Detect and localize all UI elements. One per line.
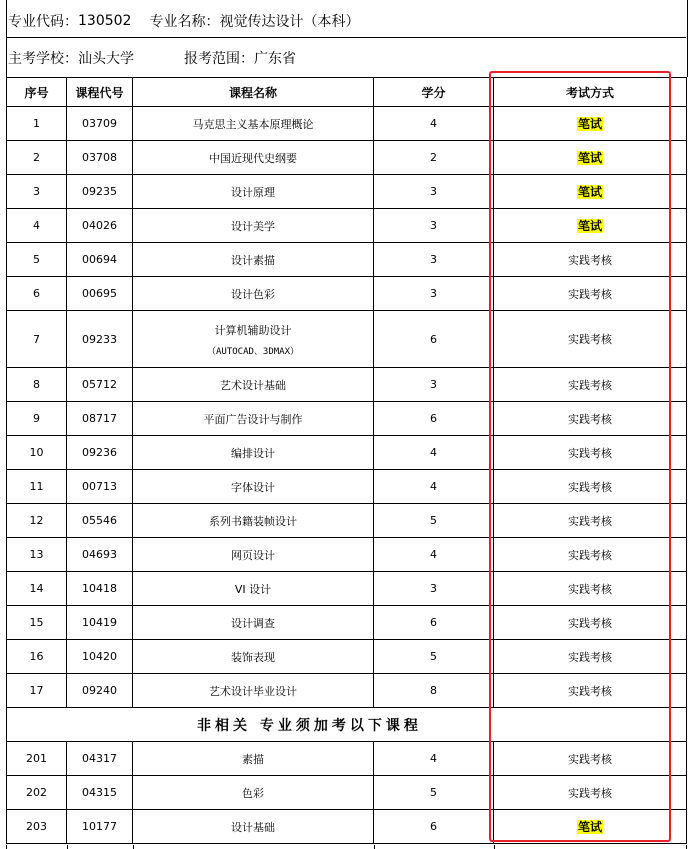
course-code-cell — [67, 311, 133, 368]
course-name: 设计美学 — [231, 219, 275, 233]
course-credit: 5 — [430, 514, 437, 527]
course-name: 设计调查 — [231, 616, 275, 630]
exam-method-cell — [494, 175, 687, 209]
course-code: 00694 — [82, 253, 117, 266]
table-header-row — [7, 78, 687, 107]
major-name-label: 专业名称： — [149, 14, 220, 30]
course-code: 00695 — [82, 287, 117, 300]
course-credit-cell — [374, 640, 494, 674]
scope-value: 广东省 — [254, 51, 296, 67]
course-name: 编排设计 — [231, 446, 275, 460]
row-number-cell — [7, 606, 67, 640]
exam-method: 实践考核 — [568, 684, 612, 698]
exam-method: 笔试 — [577, 185, 602, 199]
exam-method: 笔试 — [577, 820, 602, 834]
course-code-cell — [67, 640, 133, 674]
course-credit-cell — [374, 674, 494, 708]
course-name-cell — [133, 436, 374, 470]
course-code: 05546 — [82, 514, 117, 527]
course-name-cell — [133, 107, 374, 141]
row-number: 10 — [29, 446, 44, 459]
course-code: 04315 — [82, 786, 117, 799]
course-credit-cell — [374, 606, 494, 640]
table-row — [7, 674, 687, 708]
course-name-cell — [133, 538, 374, 572]
course-code-cell — [67, 141, 133, 175]
course-name: 中国近现代史纲要 — [209, 151, 297, 165]
exam-method-cell — [494, 311, 687, 368]
course-name: 设计素描 — [231, 253, 275, 267]
exam-method-cell — [494, 742, 687, 776]
course-name: 设计基础 — [231, 820, 275, 834]
course-name: 设计色彩 — [231, 287, 275, 301]
course-code-cell — [67, 368, 133, 402]
exam-method: 实践考核 — [568, 650, 612, 664]
table-row — [7, 141, 687, 175]
table-row — [7, 243, 687, 277]
course-name-cell — [133, 776, 374, 810]
row-number-cell — [7, 368, 67, 402]
course-credit-cell — [374, 402, 494, 436]
course-credit: 4 — [430, 752, 437, 765]
school-info-row — [8, 45, 684, 71]
course-credit: 6 — [430, 616, 437, 629]
course-name-cell — [133, 606, 374, 640]
col-header-name: 课程名称 — [133, 78, 374, 107]
course-credit-cell — [374, 572, 494, 606]
course-code-cell — [67, 402, 133, 436]
course-name-subtitle: （AUTOCAD、3DMAX） — [206, 346, 300, 357]
major-info-row — [8, 8, 684, 34]
course-name-cell — [133, 810, 374, 844]
exam-method-cell — [494, 504, 687, 538]
exam-method: 笔试 — [577, 151, 602, 165]
course-name: 设计原理 — [231, 185, 275, 199]
row-number-cell — [7, 776, 67, 810]
course-credit: 6 — [430, 332, 437, 346]
exam-method-cell — [494, 243, 687, 277]
extra-course-rows — [7, 742, 687, 844]
row-number: 6 — [33, 287, 40, 300]
row-number-cell — [7, 277, 67, 311]
col-header-credit: 学分 — [374, 78, 494, 107]
exam-method: 实践考核 — [568, 378, 612, 392]
table-row — [7, 175, 687, 209]
course-code-cell — [67, 810, 133, 844]
row-number: 8 — [33, 378, 40, 391]
course-name: 计算机辅助设计 — [214, 323, 292, 337]
course-code-cell — [67, 674, 133, 708]
exam-method-cell — [494, 538, 687, 572]
course-credit-cell — [374, 175, 494, 209]
course-credit: 3 — [430, 219, 437, 232]
course-code: 10420 — [82, 650, 117, 663]
exam-method: 实践考核 — [568, 582, 612, 596]
table-row — [7, 606, 687, 640]
major-code: 130502 — [78, 13, 132, 29]
row-number: 3 — [33, 185, 40, 198]
course-credit: 3 — [430, 378, 437, 391]
course-name: 色彩 — [242, 786, 264, 800]
exam-method-cell — [494, 640, 687, 674]
course-name-cell — [133, 402, 374, 436]
exam-method-cell — [494, 606, 687, 640]
table-row — [7, 742, 687, 776]
exam-method-cell — [494, 436, 687, 470]
exam-method-cell — [494, 810, 687, 844]
course-credit-cell — [374, 107, 494, 141]
row-number-cell — [7, 243, 67, 277]
row-number-cell — [7, 810, 67, 844]
course-code-cell — [67, 776, 133, 810]
table-row — [7, 402, 687, 436]
table-row — [7, 572, 687, 606]
table-row — [7, 810, 687, 844]
exam-method: 实践考核 — [568, 480, 612, 494]
table-row — [7, 538, 687, 572]
exam-method: 实践考核 — [568, 548, 612, 562]
course-code: 09236 — [82, 446, 117, 459]
course-code: 08717 — [82, 412, 117, 425]
exam-method: 实践考核 — [568, 412, 612, 426]
course-credit: 4 — [430, 480, 437, 493]
row-number: 9 — [33, 412, 40, 425]
course-credit-cell — [374, 277, 494, 311]
course-name: 字体设计 — [231, 480, 275, 494]
major-name: 视觉传达设计（本科） — [219, 14, 360, 30]
info-divider — [6, 37, 686, 38]
table-row — [7, 277, 687, 311]
course-code-cell — [67, 572, 133, 606]
course-code: 05712 — [82, 378, 117, 391]
course-name-cell — [133, 277, 374, 311]
course-credit-cell — [374, 311, 494, 368]
course-name-cell — [133, 742, 374, 776]
row-number: 202 — [26, 786, 47, 799]
table-row — [7, 311, 687, 368]
course-name: 艺术设计基础 — [220, 378, 286, 392]
course-credit-cell — [374, 742, 494, 776]
course-credit-cell — [374, 141, 494, 175]
course-name: VI 设计 — [234, 582, 272, 596]
course-name-cell — [133, 243, 374, 277]
row-number: 12 — [29, 514, 44, 527]
course-name: 素描 — [242, 752, 264, 766]
course-credit-cell — [374, 504, 494, 538]
course-code: 04026 — [82, 219, 117, 232]
table-row — [7, 209, 687, 243]
exam-method-cell — [494, 572, 687, 606]
course-code-cell — [67, 243, 133, 277]
row-number-cell — [7, 538, 67, 572]
exam-method: 实践考核 — [568, 333, 612, 346]
row-number: 14 — [29, 582, 44, 595]
exam-method-cell — [494, 470, 687, 504]
school-name: 汕头大学 — [78, 51, 134, 67]
exam-method-cell — [494, 402, 687, 436]
row-number: 2 — [33, 151, 40, 164]
course-rows — [7, 107, 687, 708]
course-name: 平面广告设计与制作 — [203, 412, 303, 426]
course-credit: 5 — [430, 650, 437, 663]
course-credit: 6 — [430, 820, 437, 833]
exam-method-cell — [494, 368, 687, 402]
row-number-cell — [7, 402, 67, 436]
course-name: 艺术设计毕业设计 — [209, 684, 297, 698]
table-row — [7, 107, 687, 141]
course-credit-cell — [374, 368, 494, 402]
course-code: 10419 — [82, 616, 117, 629]
band-row — [7, 708, 687, 742]
school-label: 主考学校： — [8, 51, 78, 67]
row-number: 11 — [29, 480, 44, 493]
band-section — [7, 708, 687, 742]
course-name-cell — [133, 470, 374, 504]
exam-method: 实践考核 — [568, 446, 612, 460]
col-header-method: 考试方式 — [494, 78, 687, 107]
table-row — [7, 504, 687, 538]
row-number-cell — [7, 209, 67, 243]
course-code-cell — [67, 175, 133, 209]
row-number: 17 — [29, 684, 44, 697]
course-name: 网页设计 — [231, 548, 275, 562]
exam-method: 实践考核 — [568, 514, 612, 528]
exam-method-cell — [494, 209, 687, 243]
exam-method: 实践考核 — [568, 616, 612, 630]
row-number: 203 — [26, 820, 47, 833]
col-header-no: 序号 — [7, 78, 67, 107]
course-code-cell — [67, 209, 133, 243]
table-row — [7, 776, 687, 810]
course-code-cell — [67, 504, 133, 538]
course-credit-cell — [374, 436, 494, 470]
course-code-cell — [67, 470, 133, 504]
course-credit-cell — [374, 810, 494, 844]
exam-method: 实践考核 — [568, 287, 612, 301]
course-name: 系列书籍装帧设计 — [209, 514, 297, 528]
table-row — [7, 368, 687, 402]
row-number: 1 — [33, 117, 40, 130]
row-number-cell — [7, 107, 67, 141]
course-name: 装饰表现 — [231, 650, 275, 664]
exam-method-cell — [494, 277, 687, 311]
course-name-cell — [133, 640, 374, 674]
row-number-cell — [7, 504, 67, 538]
course-code: 04317 — [82, 752, 117, 765]
band-label: 非相关 专业须加考以下课程 — [7, 708, 687, 742]
course-name-cell — [133, 209, 374, 243]
course-code: 09240 — [82, 684, 117, 697]
course-credit: 8 — [430, 684, 437, 697]
course-code: 00713 — [82, 480, 117, 493]
exam-method: 实践考核 — [568, 786, 612, 800]
course-code-cell — [67, 277, 133, 311]
row-number-cell — [7, 311, 67, 368]
course-credit: 5 — [430, 786, 437, 799]
row-number-cell — [7, 470, 67, 504]
course-name-cell — [133, 572, 374, 606]
row-number-cell — [7, 175, 67, 209]
row-number: 13 — [29, 548, 44, 561]
course-name-cell — [133, 141, 374, 175]
course-code: 10418 — [82, 582, 117, 595]
exam-method-cell — [494, 674, 687, 708]
course-name-cell — [133, 504, 374, 538]
row-number-cell — [7, 436, 67, 470]
row-number: 15 — [29, 616, 44, 629]
course-code: 09233 — [82, 332, 117, 346]
course-credit: 3 — [430, 582, 437, 595]
bottom-edge — [6, 845, 687, 849]
exam-method: 实践考核 — [568, 752, 612, 766]
course-code: 04693 — [82, 548, 117, 561]
course-code: 10177 — [82, 820, 117, 833]
course-code-cell — [67, 606, 133, 640]
course-credit-cell — [374, 776, 494, 810]
course-credit: 4 — [430, 548, 437, 561]
row-number-cell — [7, 674, 67, 708]
course-credit-cell — [374, 538, 494, 572]
course-credit: 3 — [430, 287, 437, 300]
course-code-cell — [67, 538, 133, 572]
course-table — [6, 77, 687, 844]
row-number-cell — [7, 640, 67, 674]
course-name-cell — [133, 368, 374, 402]
scope-label: 报考范围： — [184, 51, 254, 67]
course-code: 03708 — [82, 151, 117, 164]
course-credit-cell — [374, 243, 494, 277]
exam-method: 笔试 — [577, 219, 602, 233]
col-header-code: 课程代号 — [67, 78, 133, 107]
row-number: 201 — [26, 752, 47, 765]
row-number-cell — [7, 572, 67, 606]
exam-method: 笔试 — [577, 117, 602, 131]
course-credit: 4 — [430, 117, 437, 130]
exam-method-cell — [494, 141, 687, 175]
course-name-cell — [133, 311, 374, 368]
row-number-cell — [7, 742, 67, 776]
course-credit-cell — [374, 470, 494, 504]
course-credit: 2 — [430, 151, 437, 164]
exam-method: 实践考核 — [568, 253, 612, 267]
course-credit: 3 — [430, 253, 437, 266]
course-name-cell — [133, 674, 374, 708]
row-number: 5 — [33, 253, 40, 266]
course-code-cell — [67, 742, 133, 776]
row-number: 16 — [29, 650, 44, 663]
exam-method-cell — [494, 107, 687, 141]
row-number-cell — [7, 141, 67, 175]
course-credit: 6 — [430, 412, 437, 425]
course-code: 03709 — [82, 117, 117, 130]
table-row — [7, 436, 687, 470]
major-code-label: 专业代码： — [8, 14, 78, 30]
row-number: 4 — [33, 219, 40, 232]
table-row — [7, 640, 687, 674]
course-code-cell — [67, 107, 133, 141]
exam-method-cell — [494, 776, 687, 810]
course-credit: 3 — [430, 185, 437, 198]
course-code-cell — [67, 436, 133, 470]
row-number: 7 — [33, 332, 40, 346]
course-code: 09235 — [82, 185, 117, 198]
course-name: 马克思主义基本原理概论 — [192, 117, 314, 131]
course-credit-cell — [374, 209, 494, 243]
course-credit: 4 — [430, 446, 437, 459]
table-row — [7, 470, 687, 504]
course-name-cell — [133, 175, 374, 209]
